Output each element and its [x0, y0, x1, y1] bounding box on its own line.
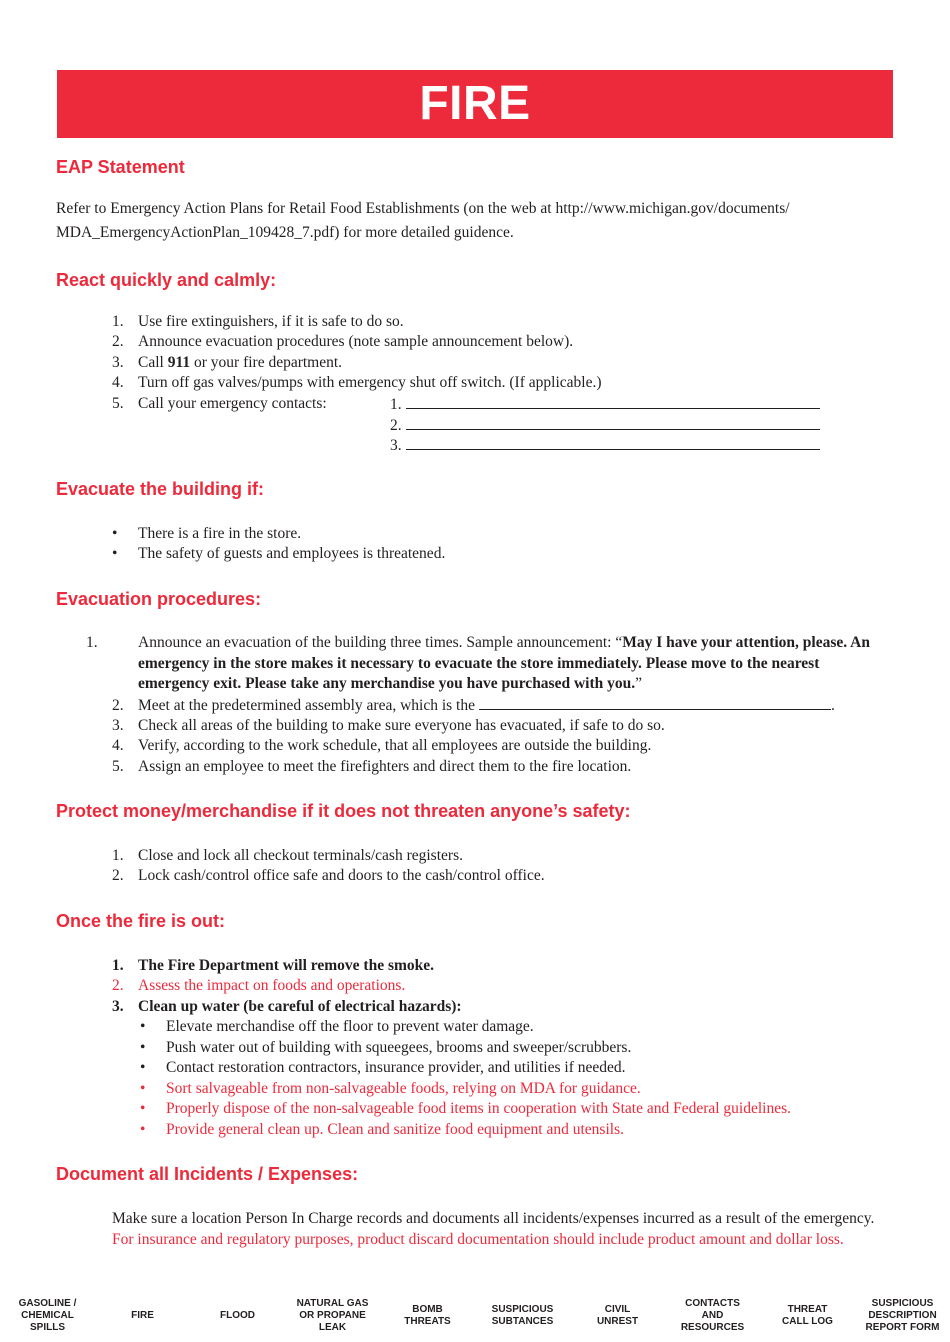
- list-item: • There is a fire in the store.: [112, 525, 302, 542]
- document-heading: Document all Incidents / Expenses:: [56, 1164, 359, 1184]
- list-item: • The safety of guests and employees is threatened.: [112, 545, 446, 562]
- tab-fire[interactable]: FIRE: [131, 1310, 154, 1321]
- list-item: 2. Assess the impact on foods and operations.: [112, 977, 406, 994]
- list-item: 4. Turn off gas valves/pumps with emergency shut off switch. (If applicable.): [112, 374, 602, 391]
- evacuate-if-heading: Evacuate the building if:: [56, 479, 265, 499]
- list-item: 1. The Fire Department will remove the smoke.: [112, 957, 435, 974]
- list-item: 3. Call 911 or your fire department.: [112, 354, 343, 371]
- list-item: 1. Use fire extinguishers, if it is safe to do so.: [112, 313, 404, 330]
- eap-paragraph: [56, 197, 886, 245]
- contact-field-2[interactable]: 2.: [390, 415, 820, 437]
- list-item: 1. Close and lock all checkout terminals/cash registers.: [112, 847, 463, 864]
- tab-contacts-resources[interactable]: CONTACTS AND RESOURCES: [680, 1298, 745, 1333]
- protect-heading: Protect money/merchandise if it does not threaten anyone’s safety:: [56, 801, 631, 821]
- list-item: 3. Check all areas of the building to make sure everyone has evacuated, if safe to do so.: [112, 717, 665, 734]
- tab-suspicious-description-form[interactable]: SUSPICIOUS DESCRIPTION REPORT FORM: [865, 1298, 940, 1333]
- list-item: • Elevate merchandise off the floor to prevent water damage.: [140, 1018, 534, 1035]
- tab-gasoline-chemical-spills[interactable]: GASOLINE / CHEMICAL SPILLS: [18, 1298, 77, 1333]
- tab-suspicious-substances[interactable]: SUSPICIOUS SUBTANCES: [491, 1304, 554, 1327]
- list-item: 5. Assign an employee to meet the firefighters and direct them to the fire location.: [112, 758, 632, 775]
- assembly-area-field[interactable]: [479, 695, 831, 710]
- tab-threat-call-log[interactable]: THREAT CALL LOG: [782, 1304, 833, 1327]
- list-item: • Contact restoration contractors, insurance provider, and utilities if needed.: [140, 1059, 626, 1076]
- list-item: • Push water out of building with squeegees, brooms and sweeper/scrubbers.: [140, 1039, 632, 1056]
- fire-out-heading: Once the fire is out:: [56, 911, 226, 931]
- list-item: 1. Announce an evacuation of the building three times. Sample announcement: “May I have your attention, please. An emergency in the store makes it necessary to evacuate the store immediately. Please move to the nearest emergency exit. Please take any merchandise you have purchased with you.”: [86, 634, 870, 692]
- react-heading: React quickly and calmly:: [56, 270, 277, 290]
- eap-heading: EAP Statement: [56, 157, 185, 177]
- contact-field-1[interactable]: 1.: [390, 394, 820, 416]
- tab-flood[interactable]: FLOOD: [220, 1310, 255, 1321]
- list-item: • Provide general clean up. Clean and sanitize food equipment and utensils.: [140, 1121, 624, 1138]
- eap-line-1: Refer to Emergency Action Plans for Retail Food Establishments (on the web at http://www.michigan.gov/documents/: [56, 200, 790, 217]
- list-item: 2. Lock cash/control office safe and doors to the cash/control office.: [112, 867, 545, 884]
- page-title: FIRE: [419, 77, 531, 130]
- eap-line-2: MDA_EmergencyActionPlan_109428_7.pdf) for more detailed guidence.: [56, 224, 514, 241]
- list-item: 4. Verify, according to the work schedule, that all employees are outside the building.: [112, 737, 652, 754]
- tab-natural-gas-leak[interactable]: NATURAL GAS OR PROPANE LEAK: [296, 1298, 369, 1333]
- list-item: 2. Announce evacuation procedures (note sample announcement below).: [112, 333, 574, 350]
- list-item: • Sort salvageable from non-salvageable foods, relying on MDA for guidance.: [140, 1080, 641, 1097]
- list-item: 3. Clean up water (be careful of electrical hazards):: [112, 998, 462, 1015]
- tab-bomb-threats[interactable]: BOMB THREATS: [404, 1304, 451, 1327]
- tab-civil-unrest[interactable]: CIVIL UNREST: [596, 1304, 639, 1327]
- document-paragraph: Make sure a location Person In Charge records and documents all incidents/expenses incurred as a result of the emergency. For insurance and regulatory purposes, product discard documentation should include product amount and dollar loss.: [112, 1210, 875, 1248]
- procedures-heading: Evacuation procedures:: [56, 589, 262, 609]
- list-item: 5. Call your emergency contacts:: [112, 395, 327, 412]
- list-item: • Properly dispose of the non-salvageable food items in cooperation with State and Federal guidelines.: [140, 1100, 792, 1117]
- contact-field-3[interactable]: 3.: [390, 435, 820, 457]
- list-item: 2. Meet at the predetermined assembly area, which is the .: [112, 697, 835, 714]
- title-banner: [57, 70, 893, 138]
- footer-nav: [0, 1290, 950, 1342]
